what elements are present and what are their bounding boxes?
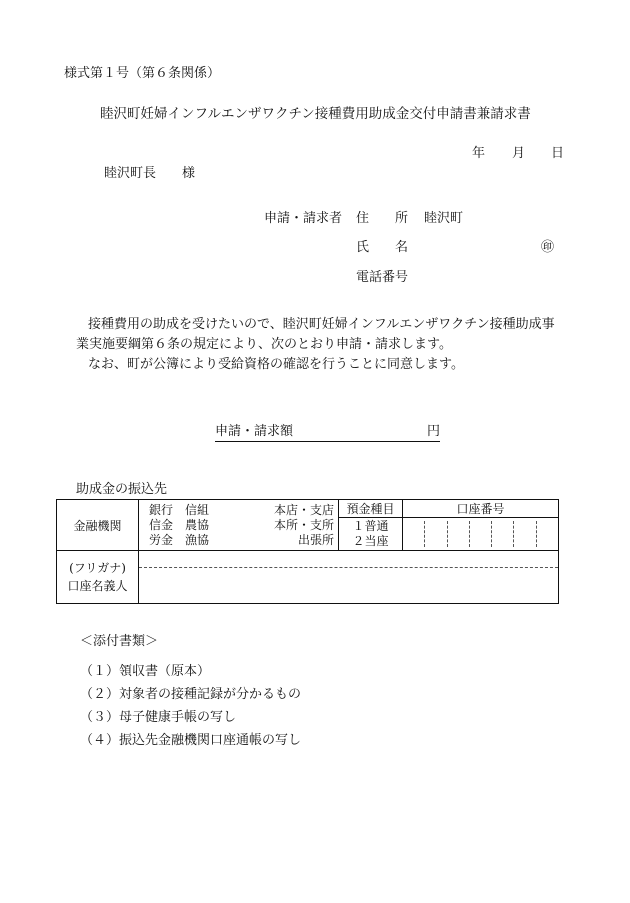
institution-type-cell <box>139 500 339 551</box>
amount-line <box>215 424 440 442</box>
account-digit-box[interactable] <box>425 521 447 547</box>
deposit-type-option: １普通 <box>352 519 389 533</box>
deposit-type-option: ２当座 <box>352 534 389 548</box>
body-line-3: なお、町が公簿により受給資格の確認を行うことに同意します。 <box>88 357 464 372</box>
bank-table <box>56 499 559 604</box>
account-digit-box[interactable] <box>492 521 514 547</box>
form-title: 睦沢町妊婦インフルエンザワクチン接種費用助成金交付申請書兼請求書 <box>100 106 531 122</box>
phone-label: 電話番号 <box>356 270 409 285</box>
deposit-type-label: 預金種目 <box>339 500 403 518</box>
branch-type: 出張所 <box>297 533 334 547</box>
seal-mark: ㊞ <box>541 240 555 255</box>
body-line-1: 接種費用の助成を受けたいので、睦沢町妊婦インフルエンザワクチン接種助成事 <box>88 317 555 332</box>
branch-type: 本所・支所 <box>273 518 334 532</box>
holder-kana-label: (フリガナ) <box>69 561 126 575</box>
account-digit-box[interactable] <box>448 521 470 547</box>
holder-name-field[interactable] <box>139 551 559 604</box>
holder-name-label: 口座名義人 <box>67 579 128 593</box>
body-line-2: 業実施要綱第６条の規定により、次のとおり申請・請求します。 <box>76 337 452 352</box>
account-number-cell[interactable] <box>403 518 559 551</box>
account-digit-box[interactable] <box>470 521 492 547</box>
attachment-item: （３）母子健康手帳の写し <box>80 710 237 725</box>
deposit-type-cell <box>339 518 403 551</box>
institution-label: 金融機関 <box>57 500 139 551</box>
account-digit-box[interactable] <box>514 521 536 547</box>
attachments-title: ＜添付書類＞ <box>80 634 159 649</box>
institution-type: 労金 漁協 <box>149 533 210 547</box>
attachment-item: （２）対象者の接種記録が分かるもの <box>80 687 302 702</box>
institution-type: 銀行 信組 <box>149 503 210 517</box>
name-label: 氏 名 <box>356 240 409 255</box>
amount-unit: 円 <box>426 424 440 439</box>
form-number: 様式第１号（第６条関係） <box>64 66 221 81</box>
address-value: 睦沢町 <box>424 211 464 226</box>
address-label: 住 所 <box>356 211 409 226</box>
attachment-item: （１）領収書（原本） <box>80 664 211 679</box>
branch-type: 本店・支店 <box>273 503 334 517</box>
addressee: 睦沢町長 様 <box>104 166 196 181</box>
date-day: 日 <box>551 146 565 161</box>
date-month: 月 <box>512 146 526 161</box>
applicant-role-label: 申請・請求者 <box>264 211 343 226</box>
body-text <box>76 315 576 375</box>
amount-label: 申請・請求額 <box>215 424 294 439</box>
account-number-label: 口座番号 <box>403 500 559 518</box>
account-digit-box[interactable] <box>403 521 425 547</box>
date-year: 年 <box>472 146 486 161</box>
institution-type: 信金 農協 <box>149 518 210 532</box>
bank-section-title: 助成金の振込先 <box>76 482 168 497</box>
account-digit-box[interactable] <box>537 521 558 547</box>
attachment-item: （４）振込先金融機関口座通帳の写し <box>80 733 302 748</box>
holder-label-cell <box>57 551 139 604</box>
